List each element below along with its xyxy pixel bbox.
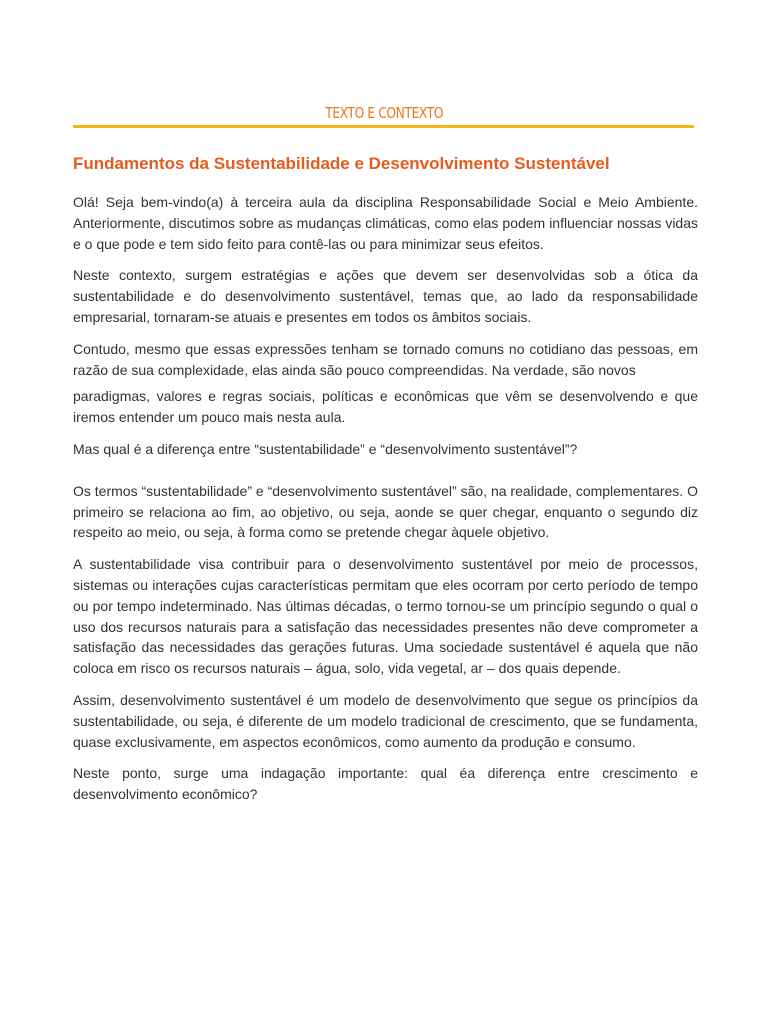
paragraph-development: Assim, desenvolvimento sustentável é um modelo de desenvolvimento que segue os princípios da sustentabilidade, ou seja, é diferente de um modelo tradicional de crescimento, que se fundamenta, quase exclusivamente, em aspectos econômicos, como aumento da produção e consumo. [73,691,698,750]
paragraph-paradigms: paradigmas, valores e regras sociais, políticas e econômicas que vêm se desenvolvendo e que iremos entender um pouco mais nesta aula. [73,388,698,426]
section-label: TEXTO E CONTEXTO [325,104,444,122]
document-title: Fundamentos da Sustentabilidade e Desenvolvimento Sustentável [73,154,610,173]
paragraph-inquiry: Neste ponto, surge uma indagação importante: qual éa diferença entre crescimento e desenvolvimento econômico? [73,765,698,803]
paragraph-sustainability: A sustentabilidade visa contribuir para o desenvolvimento sustentável por meio de processos, sistemas ou interações cujas características permitam que eles ocorram por certo período de tempo ou por tempo indeterminado. Nas últimas décadas, o termo tornou-se um princípio segundo o qual o uso dos recursos naturais para a satisfação das necessidades presentes não deve comprometer a satisfação das necessidades das gerações futuras. Uma sociedade sustentável é aquela que não coloca em risco os recursos naturais – água, solo, vida vegetal, ar – dos quais depende. [73,556,698,677]
paragraph-context: Neste contexto, surgem estratégias e ações que devem ser desenvolvidas sob a ótica da sustentabilidade e do desenvolvimento sustentável, temas que, ao lado da responsabilidade empresarial, tornaram-se atuais e presentes em todos os âmbitos sociais. [73,267,698,325]
paragraph-question: Mas qual é a diferença entre “sustentabilidade” e “desenvolvimento sustentável”? [73,440,578,457]
header-divider [73,125,694,128]
paragraph-terms: Os termos “sustentabilidade” e “desenvolvimento sustentável” são, na realidade, complementares. O primeiro se relaciona ao fim, ao objetivo, ou seja, aonde se quer chegar, enquanto o segundo diz respeito ao meio, ou seja, à forma como se pretende chegar àquele objetivo. [73,482,698,541]
paragraph-however: Contudo, mesmo que essas expressões tenham se tornado comuns no cotidiano das pessoas, em razão de sua complexidade, elas ainda são pouco compreendidas. Na verdade, são novos [73,340,698,378]
paragraph-intro: Olá! Seja bem-vindo(a) à terceira aula da disciplina Responsabilidade Social e Meio Ambiente. Anteriormente, discutimos sobre as mudanças climáticas, como elas podem influenciar nossas vidas e o que pode e tem sido feito para contê-las ou para minimizar seus efeitos. [73,194,698,252]
document-body [73,192,698,816]
